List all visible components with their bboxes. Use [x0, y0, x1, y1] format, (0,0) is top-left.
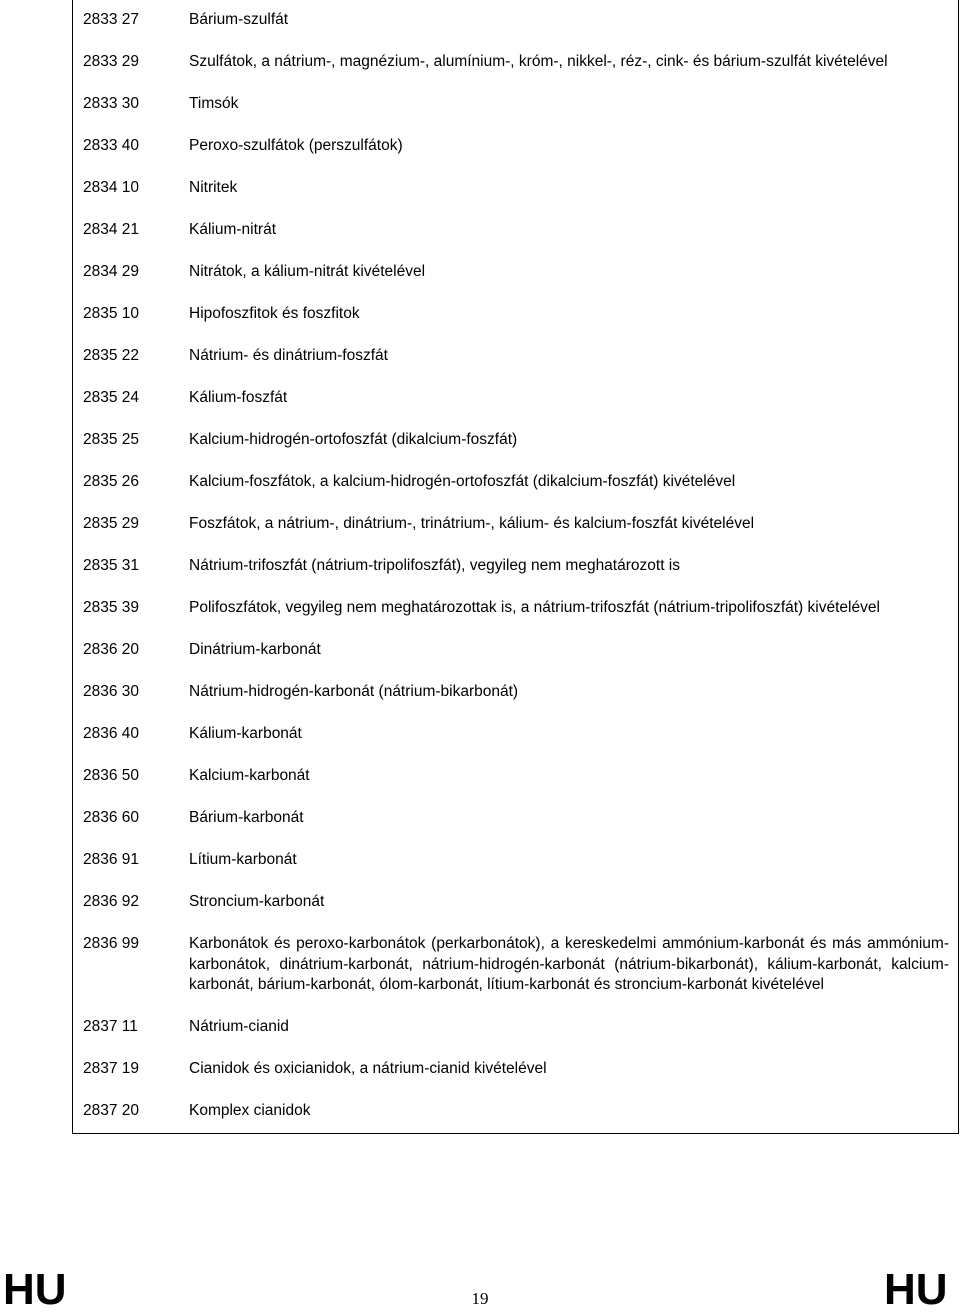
row-description: Nátrium-cianid — [189, 1018, 289, 1035]
row-description: Nátrium- és dinátrium-foszfát — [189, 347, 388, 364]
row-description: Foszfátok, a nátrium-, dinátrium-, trinátrium-, kálium- és kalcium-foszfát kivételével — [189, 515, 755, 532]
row-code: 2834 29 — [83, 263, 140, 280]
row-description: Polifoszfátok, vegyileg nem meghatározottak is, a nátrium-trifoszfát (nátrium-tripolifoszfát) kivételével — [189, 599, 880, 616]
row-description: Kalcium-foszfátok, a kalcium-hidrogén-ortofoszfát (dikalcium-foszfát) kivételével — [189, 473, 736, 490]
footer-language-code-left: HU — [3, 1265, 67, 1314]
row-code: 2835 31 — [83, 557, 140, 574]
row-code: 2836 91 — [83, 851, 140, 868]
row-code: 2833 40 — [83, 137, 140, 154]
row-code: 2836 99 — [83, 935, 140, 952]
row-description: Lítium-karbonát — [189, 851, 297, 868]
row-code: 2836 92 — [83, 893, 140, 910]
row-description: Nitritek — [189, 179, 238, 196]
row-code: 2833 29 — [83, 53, 140, 70]
row-code: 2835 29 — [83, 515, 140, 532]
row-code: 2834 21 — [83, 221, 140, 238]
row-code: 2833 30 — [83, 95, 140, 112]
table-row — [73, 588, 959, 630]
row-code: 2835 10 — [83, 305, 140, 322]
product-code-table-body — [73, 0, 959, 1134]
row-code: 2836 60 — [83, 809, 140, 826]
row-description: Stroncium-karbonát — [189, 893, 325, 910]
row-description: Komplex cianidok — [189, 1102, 311, 1119]
row-code: 2835 26 — [83, 473, 140, 490]
product-code-table-wrap — [72, 0, 959, 1134]
row-code: 2835 39 — [83, 599, 140, 616]
row-description: Peroxo-szulfátok (perszulfátok) — [189, 137, 403, 154]
row-code: 2834 10 — [83, 179, 140, 196]
table-row — [73, 294, 959, 336]
row-code: 2835 25 — [83, 431, 140, 448]
row-code: 2836 20 — [83, 641, 140, 658]
table-row — [73, 630, 959, 672]
table-row — [73, 42, 959, 84]
row-description: Hipofoszfitok és foszfitok — [189, 305, 360, 322]
row-code: 2837 19 — [83, 1060, 140, 1077]
table-row — [73, 840, 959, 882]
table-row — [73, 924, 959, 1007]
table-row — [73, 1007, 959, 1049]
table-row — [73, 462, 959, 504]
table-row — [73, 672, 959, 714]
footer-language-code-right: HU — [884, 1265, 948, 1314]
row-code: 2835 22 — [83, 347, 140, 364]
table-row — [73, 504, 959, 546]
table-row — [73, 1091, 959, 1134]
table-row — [73, 84, 959, 126]
table-row — [73, 546, 959, 588]
row-description: Kalcium-hidrogén-ortofoszfát (dikalcium-foszfát) — [189, 431, 518, 448]
row-description: Bárium-karbonát — [189, 809, 304, 826]
row-description: Kálium-nitrát — [189, 221, 276, 238]
row-code: 2835 24 — [83, 389, 140, 406]
table-row — [73, 420, 959, 462]
table-row — [73, 378, 959, 420]
row-code: 2833 27 — [83, 11, 140, 28]
row-code: 2837 11 — [83, 1018, 138, 1035]
row-description: Nitrátok, a kálium-nitrát kivételével — [189, 263, 426, 280]
table-row — [73, 168, 959, 210]
row-description: Szulfátok, a nátrium-, magnézium-, alumínium-, króm-, nikkel-, réz-, cink- és bárium-szulfát kivételével — [189, 53, 888, 70]
table-row — [73, 798, 959, 840]
row-description: Dinátrium-karbonát — [189, 641, 321, 658]
table-row — [73, 336, 959, 378]
row-description: Kálium-karbonát — [189, 725, 302, 742]
row-code: 2836 50 — [83, 767, 140, 784]
row-description: Karbonátok és peroxo-karbonátok (perkarbonátok), a kereskedelmi ammónium-karbonát és más ammónium-karbonátok, dinátrium-karbonát, nátrium-hidrogén-karbonát (nátrium-bikarbonát), kálium-karbonát, kalcium-karbonát, bárium-karbonát, ólom-karbonát, lítium-karbonát és stroncium-karbonát kivételével — [189, 935, 949, 993]
table-row — [73, 252, 959, 294]
table-row — [73, 0, 959, 42]
table-row — [73, 882, 959, 924]
row-description: Cianidok és oxicianidok, a nátrium-cianid kivételével — [189, 1060, 547, 1077]
row-description: Timsók — [189, 95, 239, 112]
table-row — [73, 126, 959, 168]
row-description: Kalcium-karbonát — [189, 767, 310, 784]
row-code: 2837 20 — [83, 1102, 140, 1119]
row-code: 2836 30 — [83, 683, 140, 700]
table-row — [73, 1049, 959, 1091]
row-description: Kálium-foszfát — [189, 389, 288, 406]
page-number: 19 — [471, 1289, 489, 1308]
row-description: Bárium-szulfát — [189, 11, 289, 28]
row-description: Nátrium-hidrogén-karbonát (nátrium-bikarbonát) — [189, 683, 519, 700]
table-row — [73, 714, 959, 756]
product-code-table — [72, 0, 959, 1134]
row-description: Nátrium-trifoszfát (nátrium-tripolifoszfát), vegyileg nem meghatározott is — [189, 557, 680, 574]
table-row — [73, 756, 959, 798]
table-row — [73, 210, 959, 252]
row-code: 2836 40 — [83, 725, 140, 742]
